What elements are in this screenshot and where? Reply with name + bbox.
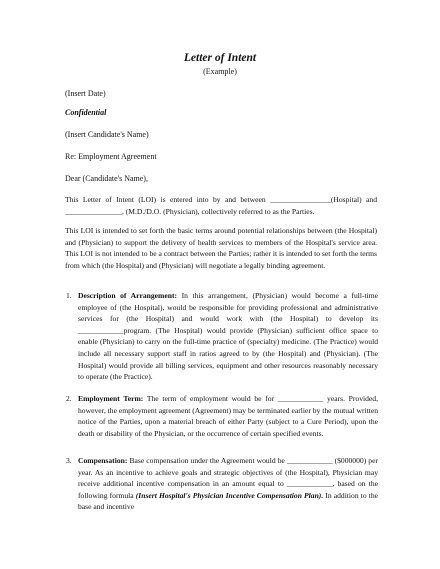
list-item-term: Compensation:: [78, 456, 128, 465]
subject-line: Re: Employment Agreement: [65, 152, 157, 161]
list-item-arrangement: [66, 290, 378, 383]
list-item-text: The term of employment would be for ____________ years. Provided, however, the employment agreement (Agreement) may be terminated earlier by the mutual written notice of the Parties, upon a material breach of either Party (subject to a Cure Period), upon the death or disability of the Physician, or the occurrence of certain specified events.: [78, 394, 378, 438]
list-item-text: Base compensation under the Agreement would be ____________ ($000000) per year. As an incentive to achieve goals and strategic objectives of (the Hospital), Physician may receive additional incentive compensation in an amount equal to ____________, based on the following formula: [78, 456, 378, 500]
list-item-tail: In addition to the base and incentive: [78, 490, 378, 512]
list-item-number: 2.: [66, 394, 72, 403]
list-item-term: Description of Arrangement:: [78, 291, 178, 300]
intro-paragraph: This Letter of Intent (LOI) is entered into by and between ________________(Hospital) and _______________, (M.D./D.O. (Physician), collectively referred to as the Parties.: [65, 195, 377, 216]
list-item-employment-term: [66, 393, 378, 439]
document-title: Letter of Intent: [183, 52, 257, 64]
list-item-number: 1.: [66, 291, 72, 300]
candidate-name-line: (Insert Candidate's Name): [65, 130, 149, 139]
date-line: (Insert Date): [65, 89, 106, 98]
salutation: Dear (Candidate's Name),: [65, 174, 148, 183]
purpose-paragraph: This LOI is intended to set forth the basic terms around potential relationships between (the Hospital) and (Physician) to support the delivery of health services to members of the Hospital's service area. This LOI is not intended to be a contract between the Parties; rather it is intended to set forth the terms from which (the Hospital) and (Physician) will negotiate a legally binding agreement.: [65, 226, 377, 270]
confidential-label: Confidential: [65, 108, 107, 117]
list-item-number: 3.: [66, 456, 72, 465]
list-item-term: Employment Term:: [78, 394, 144, 403]
list-item-text: In this arrangement, (Physician) would become a full-time employee of (the Hospital), would be responsible for providing professional and administrative services for (the Hospital) and would work with (the Hospital) to develop its ____________program. (The Hospital) would provide (Physician) sufficient office space to enable (Physician) to carry on the full-time practice of (specialty) medicine. (The Practice) would include all necessary support staff in ratios agreed to by (the Hospital) and (Physician). (The Hospital) would provide all billing services, equipment and other resources reasonably necessary to operate (the Practice).: [78, 291, 378, 382]
list-item-emphasis: (Insert Hospital's Physician Incentive Compensation Plan).: [135, 490, 324, 500]
document-subtitle: (Example): [203, 67, 237, 76]
list-item-compensation: [66, 455, 378, 513]
